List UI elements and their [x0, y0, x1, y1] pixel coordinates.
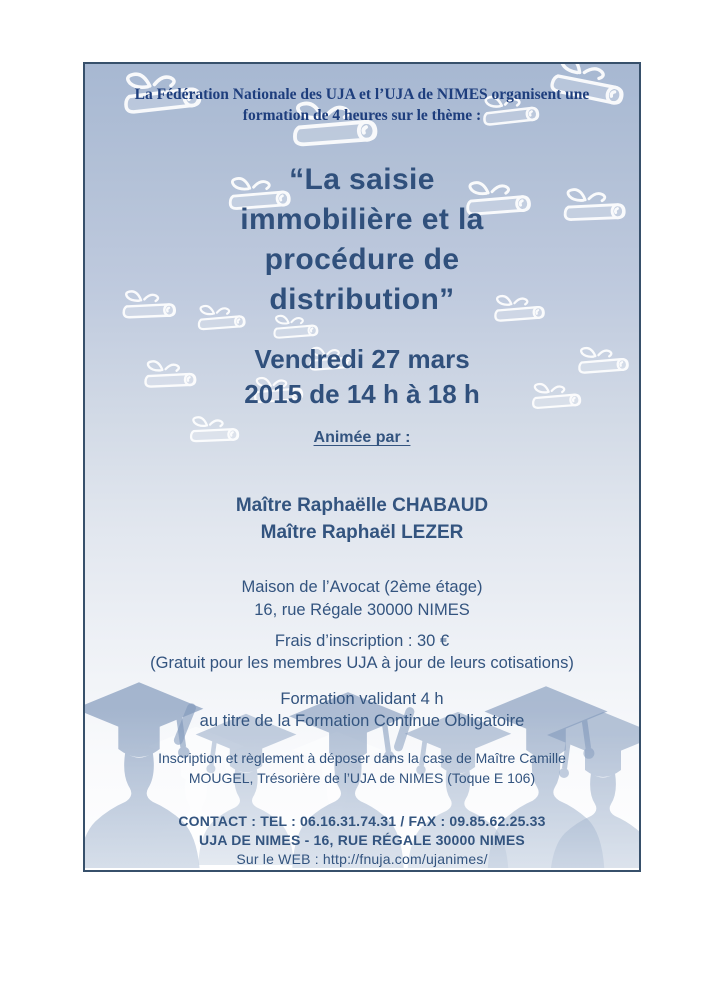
contact-block [85, 812, 639, 869]
registration-block [85, 748, 639, 788]
venue-line: Maison de l’Avocat (2ème étage) [241, 578, 483, 596]
validation-block [85, 688, 639, 732]
title-line: procédure de [264, 243, 460, 276]
poster-box [83, 62, 641, 872]
date-line: Vendredi 27 mars [254, 344, 470, 374]
fee-line: Frais d’inscription : 30 € [274, 632, 450, 650]
date-line: 2015 de 14 h à 18 h [244, 379, 480, 409]
fee-line: (Gratuit pour les membres UJA à jour de leurs cotisations) [150, 654, 574, 672]
venue-line: 16, rue Régale 30000 NIMES [254, 601, 470, 619]
registration-line: Inscription et règlement à déposer dans la case de Maître Camille [158, 750, 566, 766]
registration-line: MOUGEL, Trésorière de l’UJA de NIMES (Toque E 106) [188, 770, 536, 786]
speaker-name: Maître Raphaël LEZER [260, 522, 464, 543]
contact-phone-line: CONTACT : TEL : 06.16.31.74.31 / FAX : 09.85.62.25.33 [178, 813, 546, 829]
hosted-by-label: Animée par : [313, 429, 411, 446]
seminar-title [85, 160, 639, 320]
contact-address-line: UJA DE NIMES - 16, RUE RÉGALE 30000 NIMES [199, 832, 525, 848]
validation-line: au titre de la Formation Continue Obligatoire [199, 712, 525, 730]
title-line: distribution” [269, 283, 455, 316]
title-line: immobilière et la [240, 203, 484, 236]
title-line: “La saisie [289, 163, 435, 196]
fees-block [85, 630, 639, 674]
organizer-header: La Fédération Nationale des UJA et l’UJA de NIMES organisent une formation de 4 heures sur le thème : [134, 86, 590, 124]
venue-block [85, 576, 639, 622]
event-date [85, 342, 639, 412]
speaker-name: Maître Raphaëlle CHABAUD [235, 495, 489, 516]
speakers-block [85, 492, 639, 546]
poster-content [85, 64, 639, 870]
validation-line: Formation validant 4 h [280, 690, 444, 708]
contact-web-line: Sur le WEB : http://fnuja.com/ujanimes/ [236, 851, 488, 867]
